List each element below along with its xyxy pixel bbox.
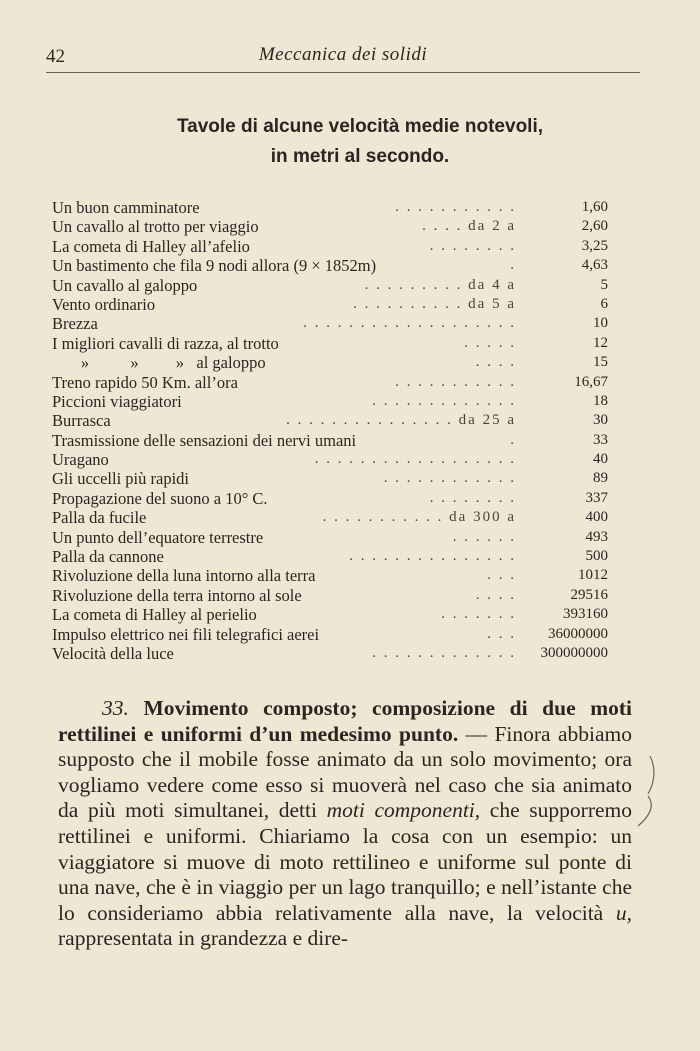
row-value: 6 — [600, 295, 608, 312]
table-row — [52, 334, 612, 353]
table-row — [52, 605, 612, 624]
table-row — [52, 198, 612, 217]
row-value: 337 — [585, 489, 608, 506]
running-title: Meccanica dei solidi — [258, 44, 428, 65]
row-label: Brezza — [52, 314, 98, 334]
row-label: Trasmissione delle sensazioni dei nervi umani — [52, 430, 357, 450]
table-title — [0, 112, 700, 172]
table-title-line-2: in metri al secondo. — [270, 146, 450, 167]
table-row — [52, 392, 612, 411]
section-text-c: rappresentata in grandezza e dire- — [58, 926, 349, 951]
row-leader: . . . . . . . . — [429, 489, 516, 506]
row-leader: . . . . — [475, 586, 516, 603]
row-value: 33 — [593, 431, 608, 448]
row-leader: . . . . . . . . — [429, 237, 516, 254]
row-leader: . — [510, 257, 516, 274]
section-text-b: che supporremo rettilinei e uniformi. Chiariamo la cosa con un esempio: un viaggiatore si muove di moto rettilineo e uniforme sul ponte di una nave, che è in viaggio per un lago tranquillo; e nell’istante che lo consideriamo abbia relativamente alla nave, la velocità — [58, 798, 632, 925]
row-value: 36000000 — [548, 625, 608, 642]
row-leader: . . . . da 2 a — [422, 218, 516, 235]
table-row — [52, 237, 612, 256]
row-value: 493 — [585, 528, 608, 545]
row-leader: . . . . . . . . . . . . . — [372, 392, 516, 409]
row-label: Un bastimento che fila 9 nodi allora (9 × 1852m) — [52, 256, 377, 276]
row-value: 12 — [593, 334, 608, 351]
row-label: Uragano — [52, 450, 109, 470]
table-row — [52, 547, 612, 566]
table-row — [52, 256, 612, 275]
row-value: 30 — [593, 412, 608, 429]
section-text-a: — Finora abbiamo supposto che il mobile fosse animato da un solo movimento; ora vogliamo vedere come esso si muoverà nel caso che sia animato da più moti simultanei, detti — [58, 721, 632, 823]
page-number: 42 — [46, 46, 65, 67]
row-value: 40 — [593, 451, 608, 468]
row-leader: . . . . . . . . . . . . . . . da 25 a — [286, 412, 516, 429]
row-label: Palla da fucile — [52, 508, 147, 528]
row-label: I migliori cavalli di razza, al trotto — [52, 333, 279, 353]
row-leader: . . . . . . — [452, 528, 516, 545]
page-header — [46, 42, 640, 73]
row-leader: . . . . . . . . . . . . . . . . . . . — [303, 315, 516, 332]
table-row — [52, 217, 612, 236]
row-leader: . . . . . . . . . . . — [395, 199, 516, 215]
row-leader: . . . . . . . . . . . da 300 a — [322, 509, 516, 526]
table-row — [52, 276, 612, 295]
table-row — [52, 411, 612, 430]
table-row — [52, 469, 612, 488]
row-leader: . . . . . . . . . . . . . . . . . . — [314, 451, 516, 468]
row-label: Impulso elettrico nei fili telegrafici aerei — [52, 624, 320, 644]
table-row — [52, 644, 612, 663]
row-label: Vento ordinario — [52, 294, 156, 314]
row-label: Palla da cannone — [52, 547, 164, 567]
row-label: Treno rapido 50 Km. all’ora — [52, 372, 238, 392]
row-value: 400 — [585, 509, 608, 526]
row-value: 3,25 — [581, 237, 608, 254]
row-label: Rivoluzione della luna intorno alla terra — [52, 566, 316, 586]
row-label: Velocità della luce — [52, 643, 174, 663]
row-label: La cometa di Halley al perielio — [52, 605, 257, 625]
row-label: Un buon camminatore — [52, 198, 200, 217]
row-leader: . . . . . . . . . da 4 a — [364, 276, 516, 293]
row-value: 18 — [593, 392, 608, 409]
table-row — [52, 431, 612, 450]
row-label: Burrasca — [52, 411, 111, 431]
row-value: 5 — [600, 276, 608, 293]
row-label: Un cavallo al trotto per viaggio — [52, 217, 259, 237]
velocity-table — [52, 198, 612, 663]
row-value: 1,60 — [581, 199, 608, 215]
section-emphasis-b: u, — [615, 900, 632, 925]
table-row — [52, 295, 612, 314]
row-label: Gli uccelli più rapidi — [52, 469, 190, 489]
row-value: 16,67 — [574, 373, 608, 390]
section-33 — [58, 696, 632, 952]
row-label: Un punto dell’equatore terrestre — [52, 527, 264, 547]
row-value: 1012 — [578, 567, 608, 584]
row-leader: . . . . . — [464, 334, 516, 351]
row-label: » » » al galoppo — [52, 353, 266, 373]
row-leader: . . . — [487, 625, 516, 642]
row-value: 393160 — [563, 606, 608, 623]
table-row — [52, 508, 612, 527]
row-leader: . . . . . . . . . . . — [395, 373, 516, 390]
table-row — [52, 489, 612, 508]
table-row — [52, 314, 612, 333]
row-value: 300000000 — [540, 644, 608, 661]
table-row — [52, 373, 612, 392]
row-value: 89 — [593, 470, 608, 487]
row-value: 4,63 — [581, 257, 608, 274]
row-label: Propagazione del suono a 10° C. — [52, 488, 268, 508]
row-leader: . . . . . . . . . . . . . — [372, 644, 516, 661]
section-title: Movimento composto; composizione di due moti rettilinei e uniformi d’un medesimo punto. — [58, 696, 633, 746]
section-number: 33. — [102, 696, 129, 720]
table-row — [52, 528, 612, 547]
row-value: 2,60 — [581, 218, 608, 235]
row-leader: . . . . . . . — [441, 606, 516, 623]
table-row — [52, 450, 612, 469]
table-row — [52, 586, 612, 605]
row-leader: . . . . . . . . . . . . — [383, 470, 516, 487]
section-emphasis-a: moti componenti, — [326, 798, 481, 823]
table-row — [52, 625, 612, 644]
row-leader: . — [510, 431, 516, 448]
row-label: Un cavallo al galoppo — [52, 275, 198, 295]
row-value: 29516 — [570, 586, 608, 603]
row-label: Piccioni viaggiatori — [52, 391, 182, 411]
row-label: Rivoluzione della terra intorno al sole — [52, 585, 302, 605]
row-leader: . . . . . . . . . . da 5 a — [353, 295, 516, 312]
table-row — [52, 353, 612, 372]
table-title-line-1: Tavole di alcune velocità medie notevoli, — [176, 116, 544, 137]
row-leader: . . . . — [475, 354, 516, 371]
row-leader: . . . . . . . . . . . . . . . — [349, 548, 516, 565]
table-row — [52, 566, 612, 585]
row-leader: . . . — [487, 567, 516, 584]
row-value: 10 — [593, 315, 608, 332]
row-value: 15 — [593, 354, 608, 371]
pencil-mark — [636, 752, 666, 832]
row-value: 500 — [585, 548, 608, 565]
row-label: La cometa di Halley all’afelio — [52, 236, 250, 256]
